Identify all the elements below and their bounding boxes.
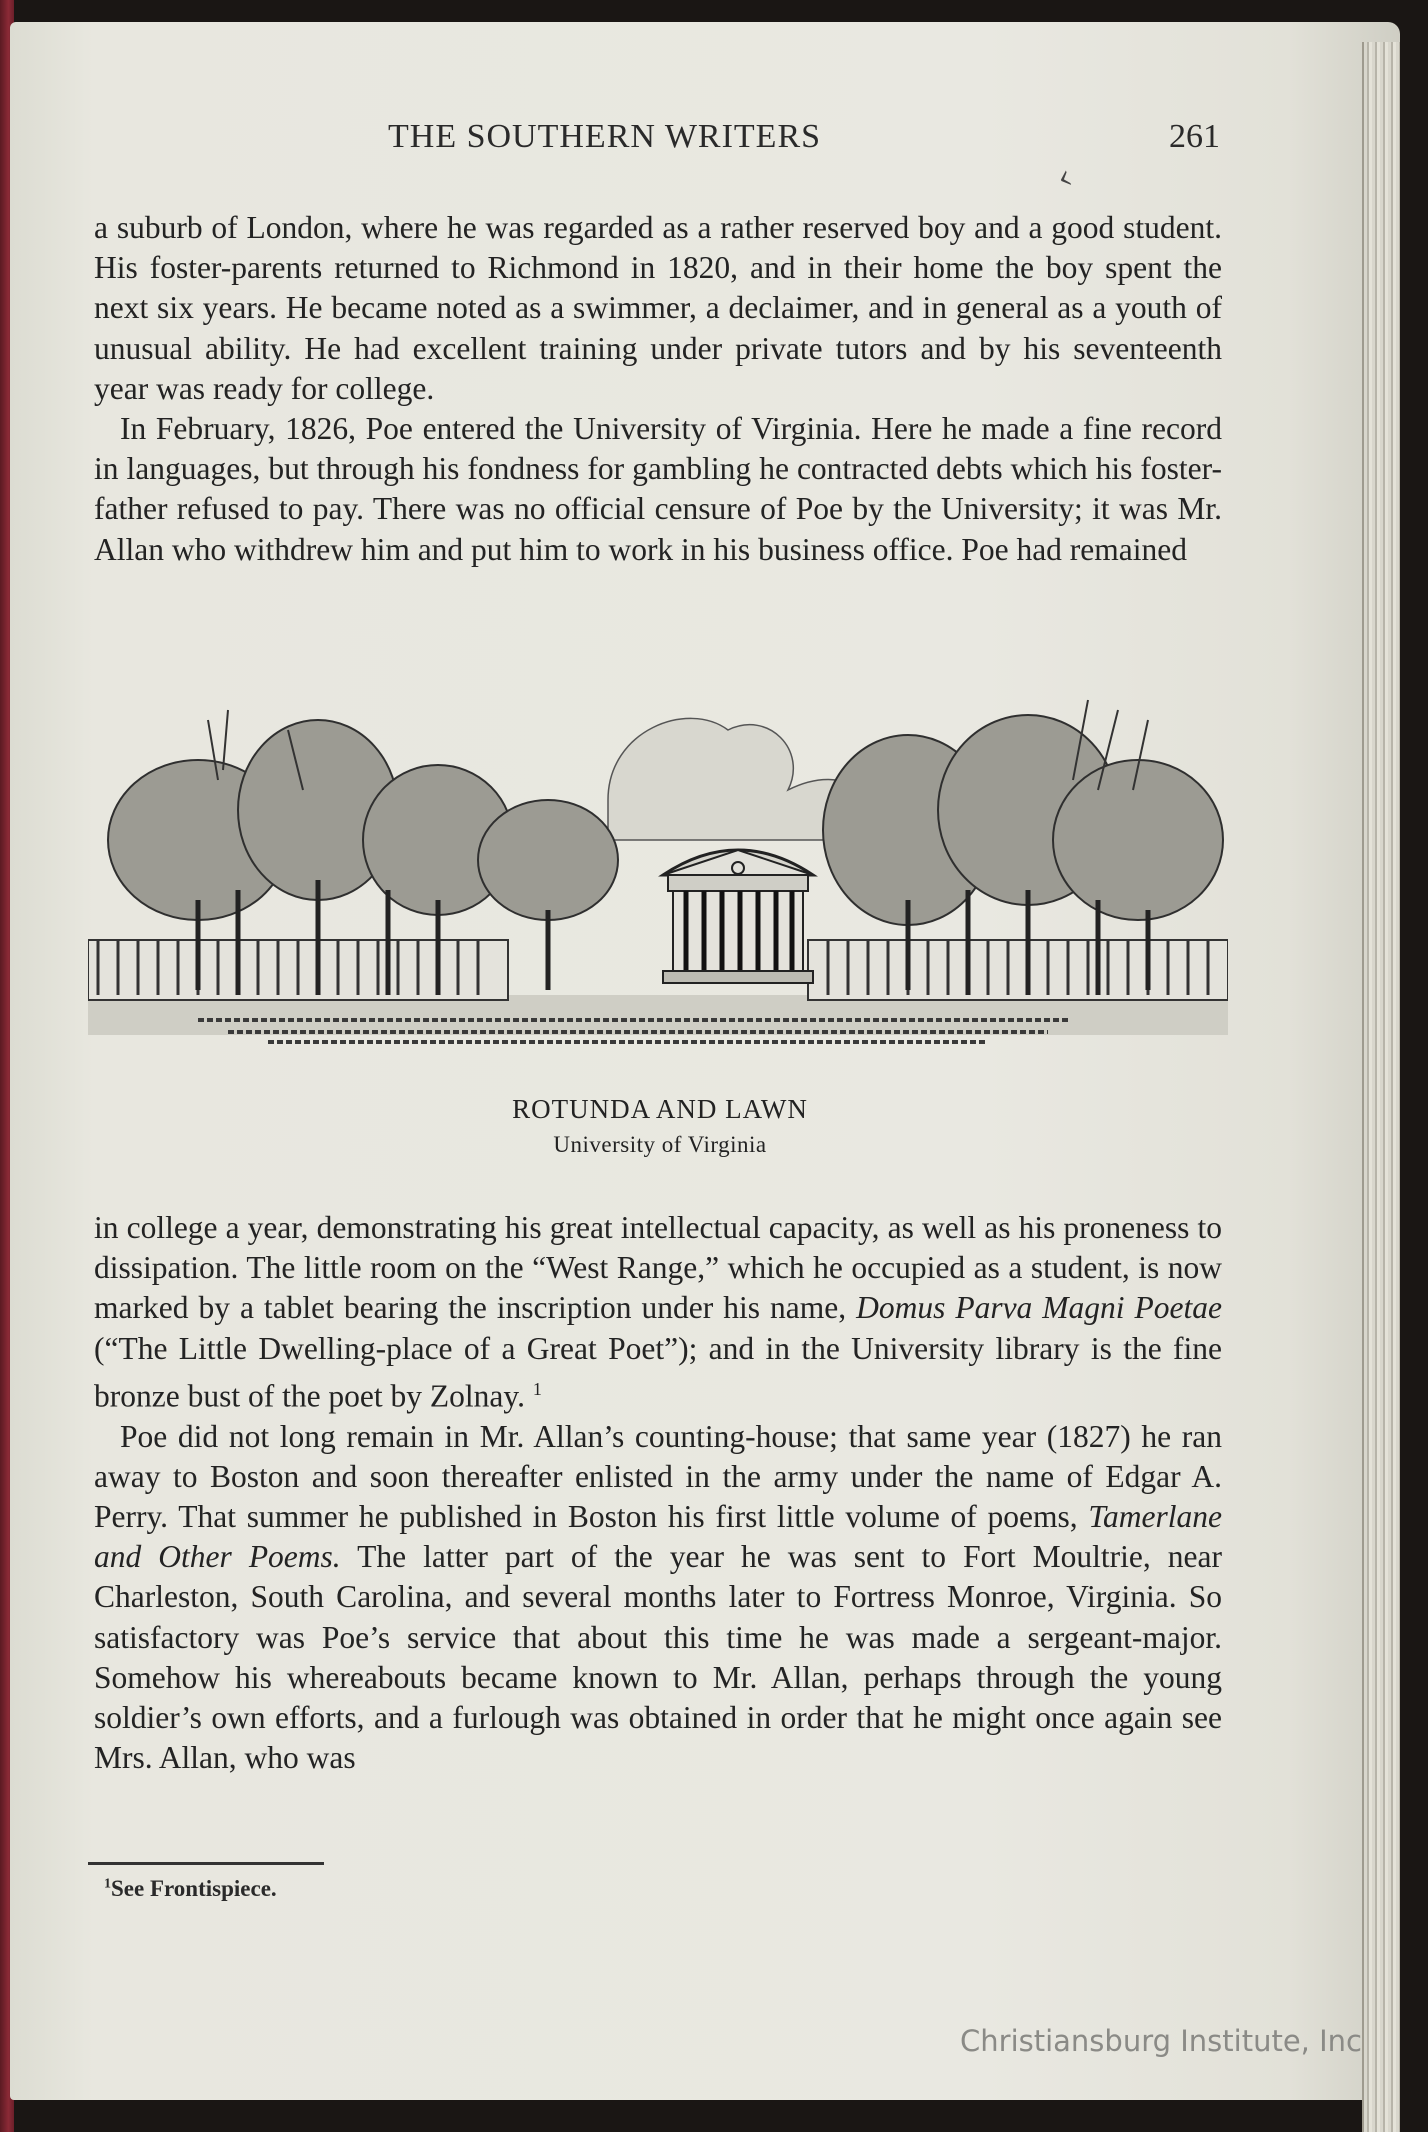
running-head: THE SOUTHERN WRITERS [388, 118, 822, 155]
rotunda-building [663, 850, 813, 983]
page-header [388, 118, 1220, 164]
text-run: in college a year, demonstrating his great intellectual capacity, as well as his proneness to dissipation. The little room on the “West Range,” which he occupied as a student, is now marked by a tablet bearing the inscription under his name, [94, 1210, 1222, 1326]
paragraph: In February, 1826, Poe entered the University of Virginia. Here he made a fine record in languages, but through his fondness for gambling he contracted debts which his foster-father refused to pay. There was no official censure of Poe by the University; it was Mr. Allan who withdrew him and put him to work in his business office. Poe had remained [94, 411, 1222, 567]
caption-title: ROTUNDA AND LAWN [512, 1094, 808, 1124]
caption-subtitle: University of Virginia [553, 1132, 767, 1157]
pencil-mark: ‹ [1051, 156, 1079, 200]
right-colonnade [808, 940, 1228, 1000]
figure-caption [300, 1090, 1020, 1162]
page-edges [1362, 42, 1400, 2132]
paragraph [94, 1417, 1222, 1779]
page-number: 261 [1169, 118, 1220, 155]
latin-inscription: Domus Parva Magni Poetae [856, 1290, 1222, 1326]
footnote-marker: 1 [104, 1876, 111, 1892]
footnote-text: See Frontispiece. [111, 1876, 277, 1901]
paragraph [94, 1208, 1222, 1417]
footnote-rule [88, 1862, 324, 1865]
text-run: Poe did not long remain in Mr. Allan’s counting-house; that same year (1827) he ran away to Boston and soon thereafter enlisted in the army under the name of Edgar A. Perry. That summer he published in Boston his first little volume of poems, [94, 1418, 1222, 1534]
text-run: (“The Little Dwelling-place of a Great Poet”); and in the University library is the fine bronze bust of the poet by Zolnay. [94, 1330, 1222, 1414]
text-run: The latter part of the year he was sent to Fort Moultrie, near Charleston, South Carolina, and several months later to Fortress Monroe, Virginia. So satisfactory was Poe’s service that about this time he was made a sergeant-major. Somehow his whereabouts became known to Mr. Allan, perhaps through the young soldier’s own efforts, and a furlough was obtained in order that he might once again see Mrs. Allan, who was [94, 1539, 1222, 1776]
footnote [104, 1876, 277, 1902]
watermark: Christiansburg Institute, Inc [960, 2024, 1362, 2058]
rotunda-engraving [88, 690, 1228, 1070]
footnote-reference: 1 [532, 1378, 542, 1399]
left-colonnade [88, 940, 508, 1000]
body-text-top [94, 208, 1222, 570]
trees-left [108, 720, 618, 920]
paragraph: a suburb of London, where he was regarded as a rather reserved boy and a good student. His foster-parents returned to Richmond in 1820, and in their home the boy spent the next six years. He became noted as a swimmer, a declaimer, and in general as a youth of unusual ability. He had excellent training under private tutors and by his seventeenth year was ready for college. [94, 210, 1222, 406]
body-text-bottom [94, 1208, 1222, 1778]
trees-right [823, 715, 1223, 925]
book-title: Tamerlane and Other Poems. [94, 1498, 1222, 1575]
